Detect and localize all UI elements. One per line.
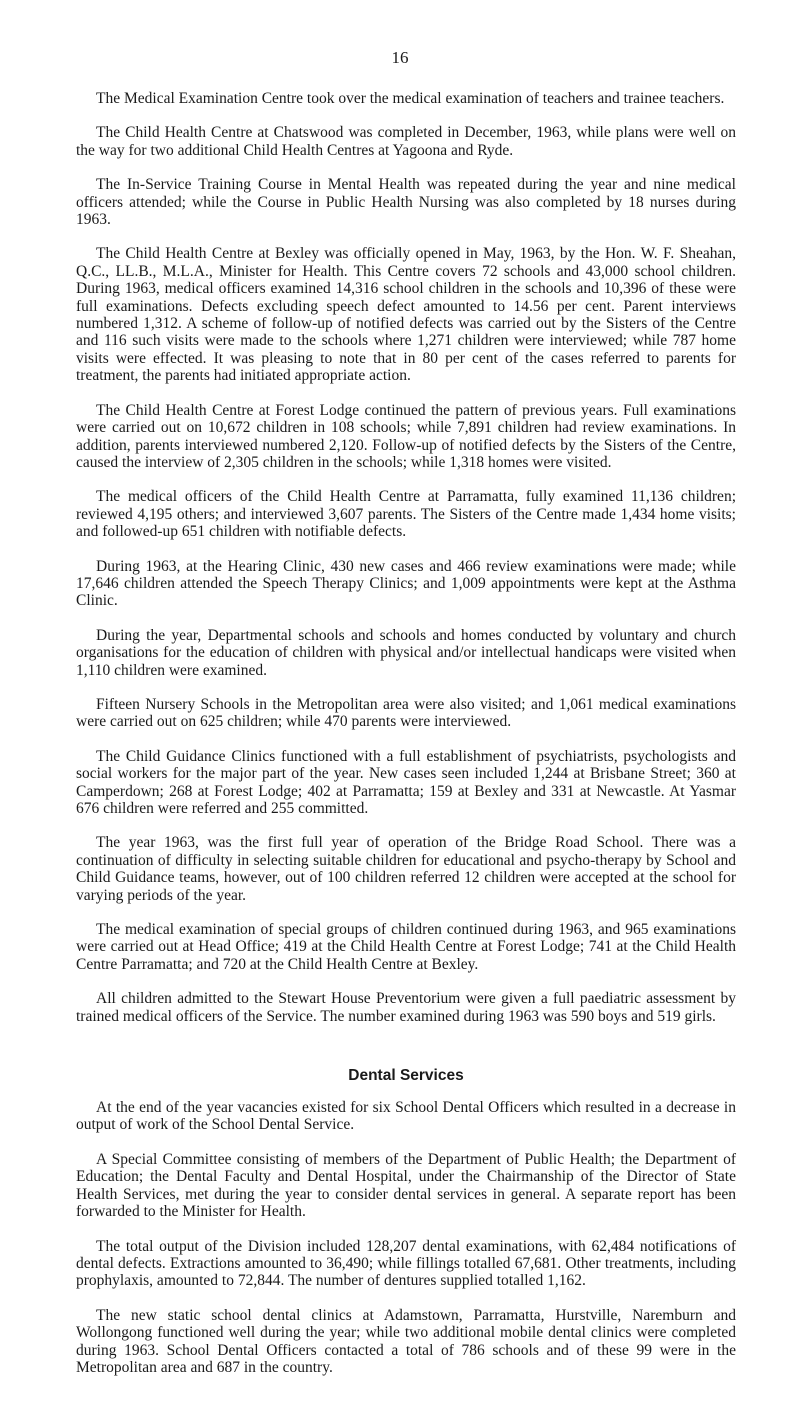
paragraph-child-guidance-clinics: The Child Guidance Clinics functioned with a full establishment of psychiatrists, psychologists and social workers for the major part of the year. New cases seen included 1,244 at Brisbane Street; 360 at Camperdown; 268 at Forest Lodge; 402 at Parramatta; 159 at Bexley and 331 at Newcastle. At Yasmar 676 children were referred and 255 committed. (76, 747, 736, 817)
paragraph-stewart-house: All children admitted to the Stewart House Preventorium were given a full paediatric assessment by trained medical officers of the Service. The number examined during 1963 was 590 boys and 519 girls. (76, 990, 736, 1025)
page-body (76, 90, 736, 1393)
section-heading-dental-services: Dental Services (348, 1067, 464, 1085)
paragraph-dental-clinics: The new static school dental clinics at Adamstown, Parramatta, Hurstville, Naremburn and Wollongong functioned well during the year; while two additional mobile dental clinics were completed during 1963. School Dental Officers contacted a total of 786 schools and of these 99 were in the Metropolitan area and 687 in the country. (76, 1306, 736, 1376)
paragraph-forest-lodge-centre: The Child Health Centre at Forest Lodge continued the pattern of previous years. Full examinations were carried out on 10,672 children in 108 schools; while 7,891 children had review examinations. In addition, parents interviewed numbered 2,120. Follow-up of notified defects by the Sisters of the Centre, caused the interview of 2,305 children in the schools; while 1,318 homes were visited. (76, 401, 736, 471)
paragraph-nursery-schools: Fifteen Nursery Schools in the Metropolitan area were also visited; and 1,061 medical examinations were carried out on 625 children; while 470 parents were interviewed. (76, 695, 736, 731)
paragraph-bexley-centre: The Child Health Centre at Bexley was officially opened in May, 1963, by the Hon. W. F. Sheahan, Q.C., LL.B., M.L.A., Minister for Health. This Centre covers 72 schools and 43,000 school children. During 1963, medical officers examined 14,316 school children in the schools and 10,396 of these were full examinations. Defects excluding speech defect amounted to 14.56 per cent. Parent interviews numbered 1,312. A scheme of follow-up of notified defects was carried out by the Sisters of the Centre and 116 such visits were made to the schools where 1,271 children were interviewed; while 787 home visits were effected. It was pleasing to note that in 80 per cent of the cases referred to parents for treatment, the parents had initiated appropriate action. (76, 245, 736, 385)
paragraph-dental-vacancies: At the end of the year vacancies existed for six School Dental Officers which resulted in a decrease in output of work of the School Dental Service. (76, 1099, 736, 1134)
paragraph-parramatta-centre: The medical officers of the Child Health Centre at Parramatta, fully examined 11,136 children; reviewed 4,195 others; and interviewed 3,607 parents. The Sisters of the Centre made 1,434 home visits; and followed-up 651 children with notifiable defects. (76, 488, 736, 541)
paragraph-chatswood-centre: The Child Health Centre at Chatswood was completed in December, 1963, while plans were well on the way for two additional Child Health Centres at Yagoona and Ryde. (76, 124, 736, 159)
paragraph-dental-output: The total output of the Division included 128,207 dental examinations, with 62,484 notifications of dental defects. Extractions amounted to 36,490; while fillings totalled 67,681. Other treatments, including prophylaxis, amounted to 72,844. The number of dentures supplied totalled 1,162. (76, 1237, 736, 1290)
paragraph-handicapped-schools: During the year, Departmental schools and schools and homes conducted by voluntary and church organisations for the education of children with physical and/or intellectual handicaps were visited when 1,110 children were examined. (76, 626, 736, 679)
paragraph-special-committee: A Special Committee consisting of members of the Department of Public Health; the Department of Education; the Dental Faculty and Dental Hospital, under the Chairmanship of the Director of State Health Services, met during the year to consider dental services in general. A separate report has been forwarded to the Minister for Health. (76, 1150, 736, 1221)
paragraph-special-groups: The medical examination of special groups of children continued during 1963, and 965 examinations were carried out at Head Office; 419 at the Child Health Centre at Forest Lodge; 741 at the Child Health Centre Parramatta; and 720 at the Child Health Centre at Bexley. (76, 921, 736, 973)
paragraph-hearing-clinic: During 1963, at the Hearing Clinic, 430 new cases and 466 review examinations were made; while 17,646 children attended the Speech Therapy Clinics; and 1,009 appointments were kept at the Asthma Clinic. (76, 557, 736, 610)
paragraph-in-service-training: The In-Service Training Course in Mental Health was repeated during the year and nine medical officers attended; while the Course in Public Health Nursing was also completed by 18 nurses during 1963. (76, 176, 736, 229)
page-number: 16 (391, 48, 409, 67)
paragraph-medical-examination-centre: The Medical Examination Centre took over the medical examination of teachers and trainee teachers. (96, 90, 725, 107)
paragraph-bridge-road-school: The year 1963, was the first full year of operation of the Bridge Road School. There was a continuation of difficulty in selecting suitable children for educational and psycho-therapy by School and Child Guidance teams, however, out of 100 children referred 12 children were accepted at the school for varying periods of the year. (76, 834, 736, 904)
